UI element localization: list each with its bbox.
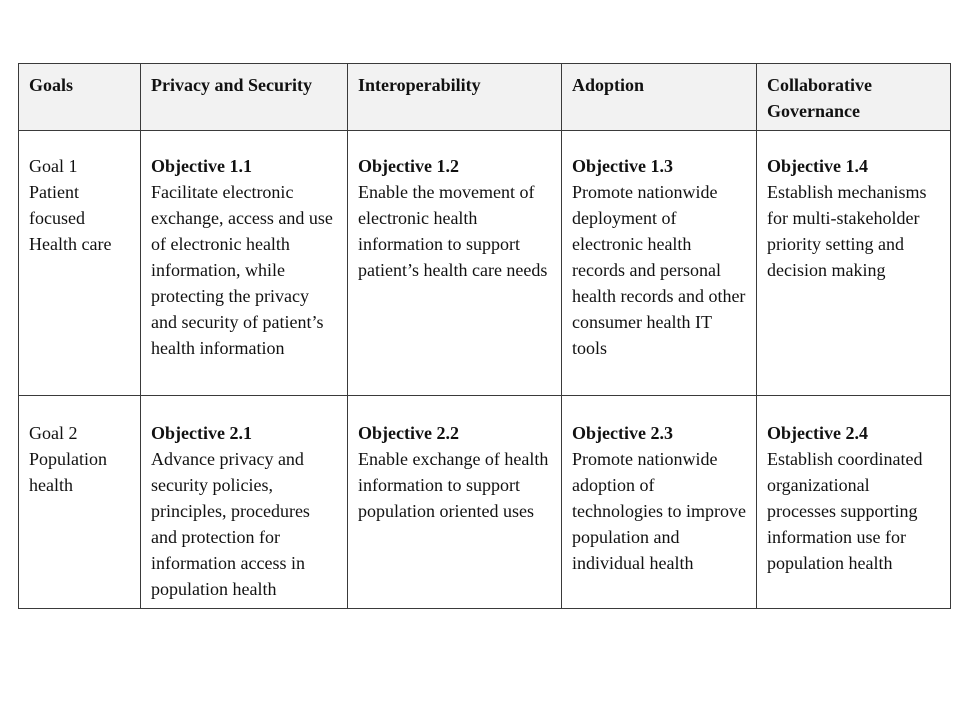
objective-1-4-cell — [757, 131, 951, 396]
goal-1-label: Goal 1 Patient focused Health care — [19, 131, 141, 396]
objective-1-1-cell — [141, 131, 348, 396]
objective-2-1-text: Advance privacy and security policies, principles, procedures and protection for information access in population health — [151, 449, 310, 599]
header-goals: Goals — [19, 64, 141, 131]
goals-objectives-table — [18, 63, 951, 609]
header-adoption: Adoption — [562, 64, 757, 131]
objective-2-1-title: Objective 2.1 — [151, 423, 252, 443]
objective-2-4-cell — [757, 396, 951, 609]
goal-1-row — [19, 131, 951, 396]
objective-1-3-text: Promote nationwide deployment of electronic health records and personal health records and other consumer health IT tools — [572, 182, 746, 358]
objective-1-2-title: Objective 1.2 — [358, 156, 459, 176]
objective-1-2-text: Enable the movement of electronic health information to support patient’s health care needs — [358, 182, 548, 280]
objective-1-4-text: Establish mechanisms for multi-stakeholder priority setting and decision making — [767, 182, 927, 280]
header-collaborative-governance: Collaborative Governance — [757, 64, 951, 131]
objective-2-4-title: Objective 2.4 — [767, 423, 868, 443]
objective-2-2-text: Enable exchange of health information to support population oriented uses — [358, 449, 549, 521]
objective-1-1-title: Objective 1.1 — [151, 156, 252, 176]
header-row — [19, 64, 951, 131]
goal-2-row — [19, 396, 951, 609]
objective-2-3-text: Promote nationwide adoption of technologies to improve population and individual health — [572, 449, 746, 573]
clipped-caption-line — [60, 43, 580, 49]
objective-1-3-title: Objective 1.3 — [572, 156, 673, 176]
objective-1-4-title: Objective 1.4 — [767, 156, 868, 176]
objective-1-2-cell — [348, 131, 562, 396]
objective-2-1-cell — [141, 396, 348, 609]
objective-2-3-title: Objective 2.3 — [572, 423, 673, 443]
objective-1-3-cell — [562, 131, 757, 396]
header-interoperability: Interoperability — [348, 64, 562, 131]
objective-2-4-text: Establish coordinated organizational processes supporting information use for population health — [767, 449, 923, 573]
objective-2-2-title: Objective 2.2 — [358, 423, 459, 443]
objective-1-1-text: Facilitate electronic exchange, access and use of electronic health information, while protecting the privacy and security of patient’s health information — [151, 182, 333, 358]
objective-2-3-cell — [562, 396, 757, 609]
objective-2-2-cell — [348, 396, 562, 609]
goal-2-label: Goal 2 Population health — [19, 396, 141, 609]
header-privacy-security: Privacy and Security — [141, 64, 348, 131]
